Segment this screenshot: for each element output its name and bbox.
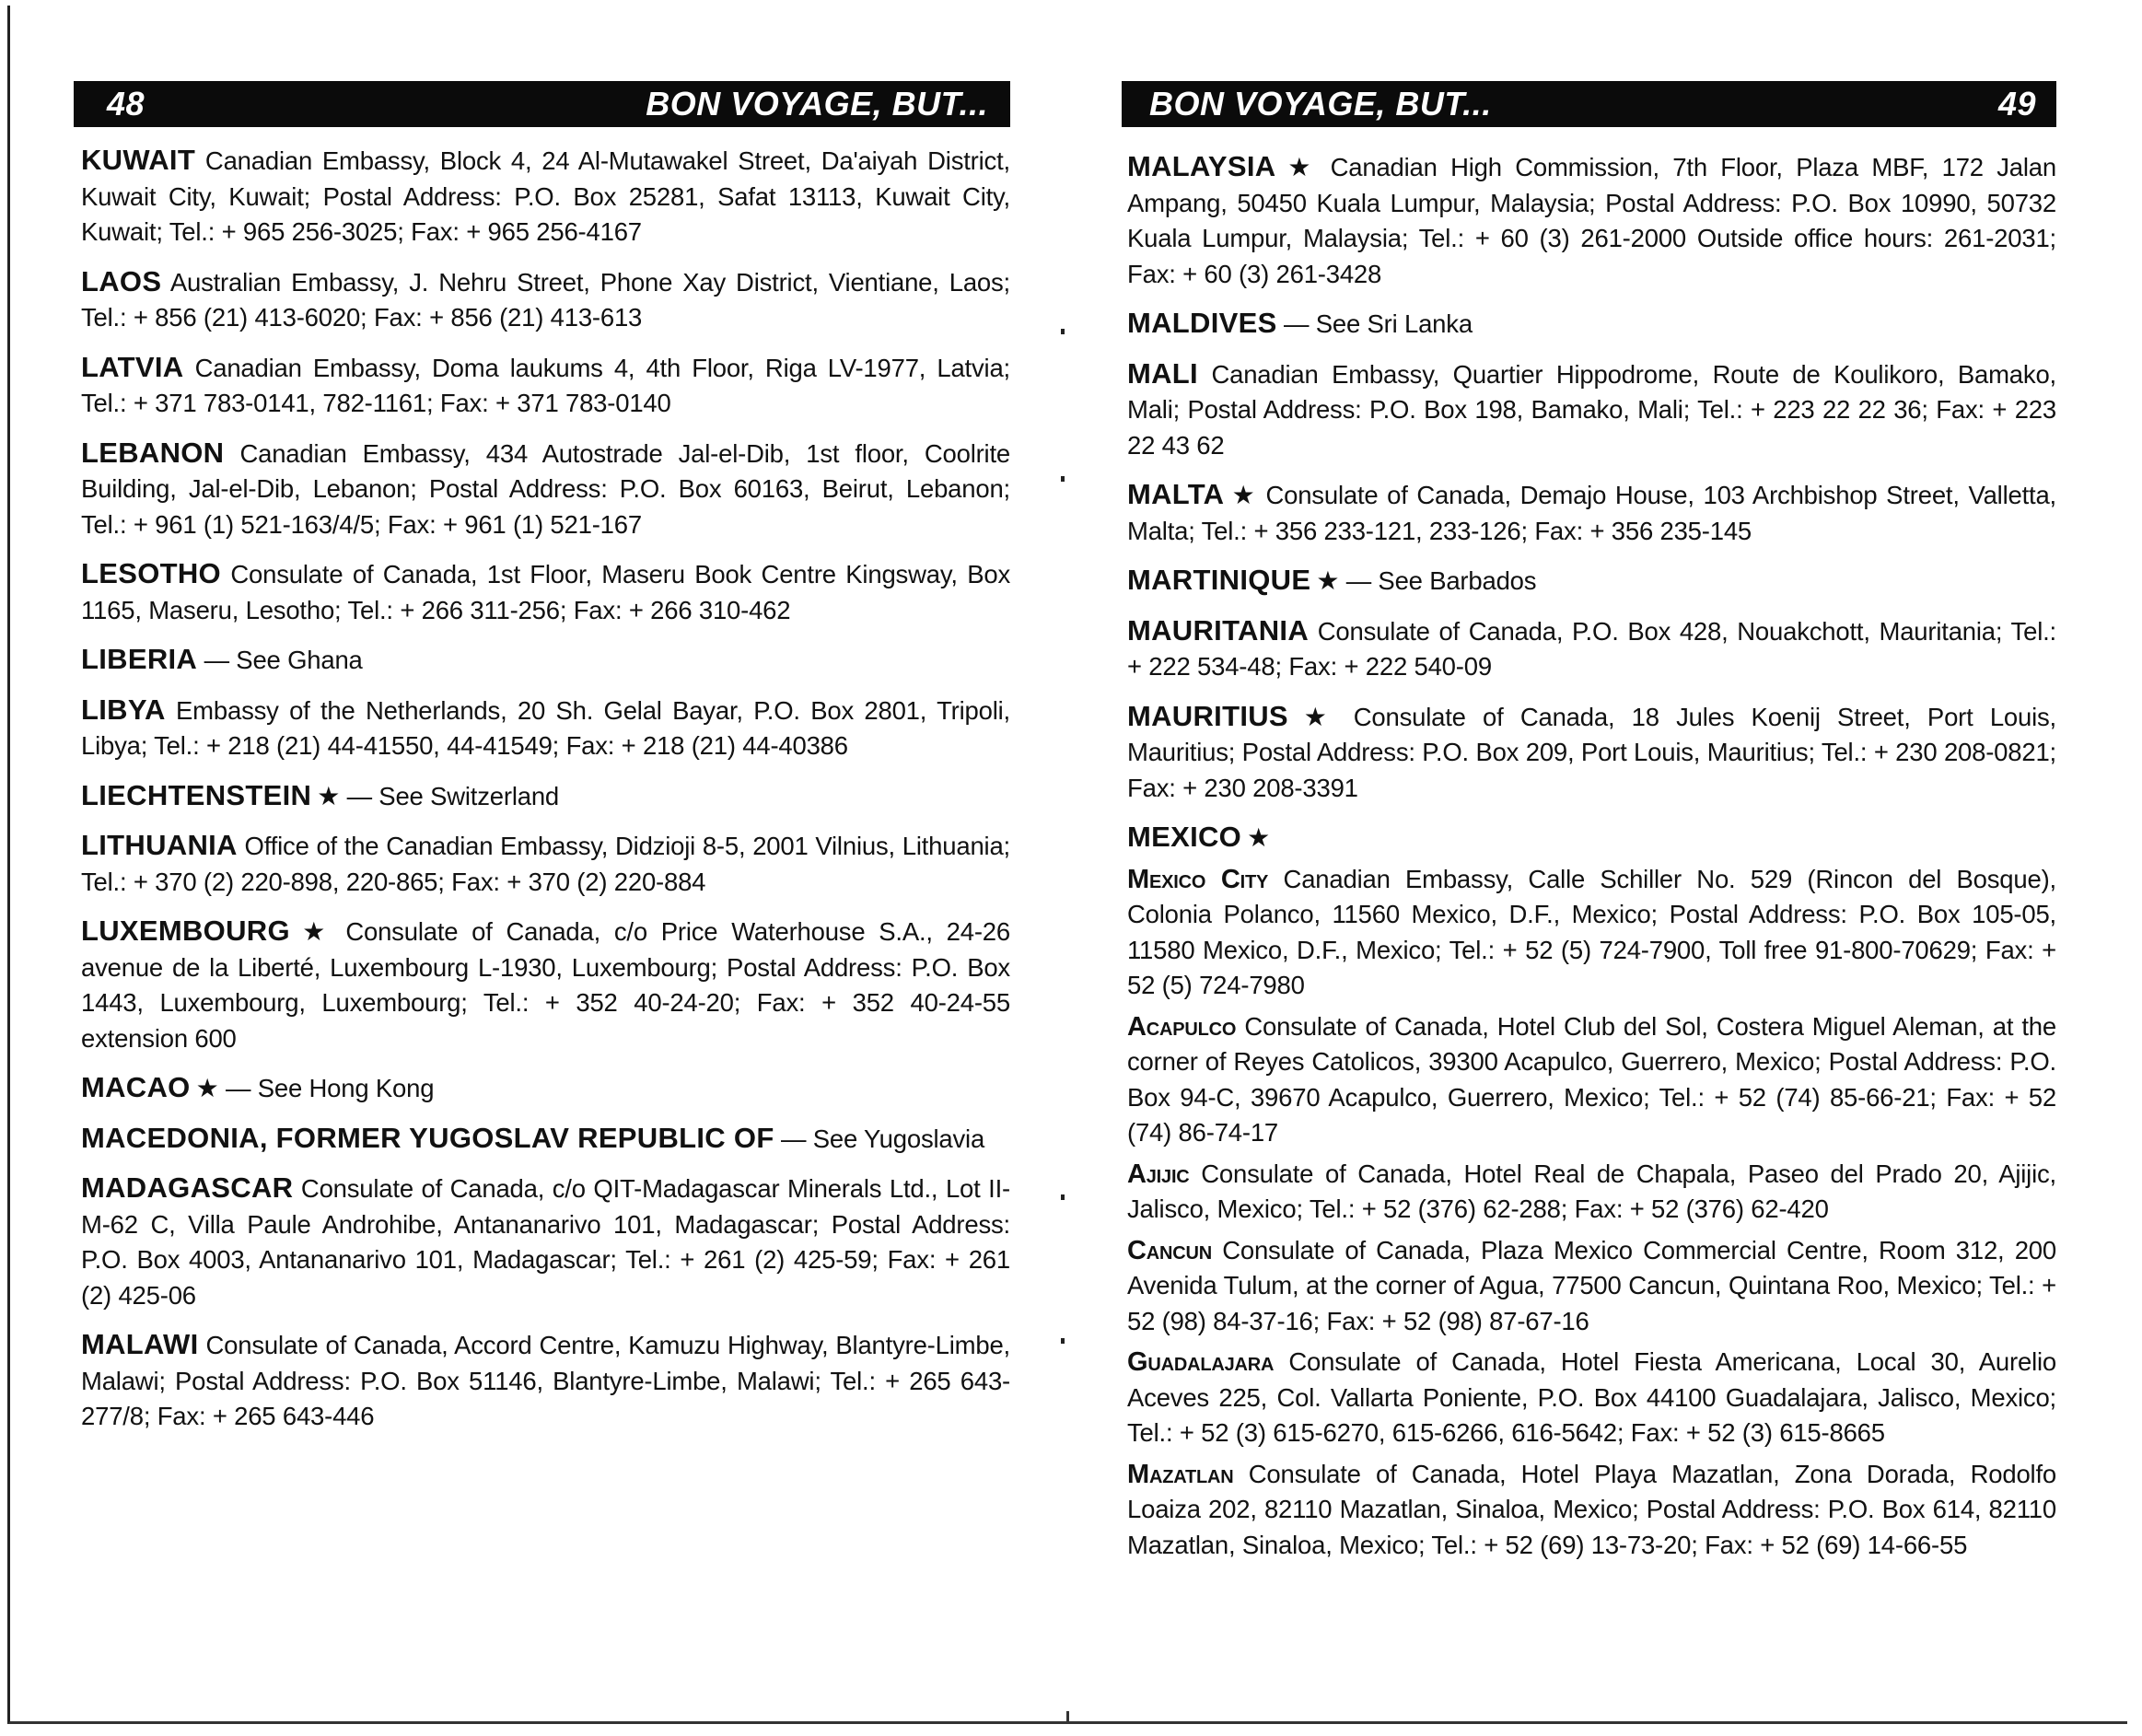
star-icon: ★: [195, 1074, 219, 1102]
city-entry: [1127, 1345, 2056, 1451]
country-entry: [81, 1171, 1010, 1313]
entry-list: [81, 143, 1010, 1449]
country-entry: [1127, 613, 2056, 685]
star-icon: ★: [1247, 823, 1270, 852]
entry-text: — See Hong Kong: [225, 1074, 435, 1102]
country-name: MADAGASCAR: [81, 1171, 294, 1204]
city-entry: [1127, 1157, 2056, 1228]
entry-text: Canadian Embassy, Quartier Hippodrome, Route de Koulikoro, Bamako, Mali; Postal Address: P.O. Box 198, Bamako, Mali; Tel.: + 223 22 22 36; Fax: + 223 22 43 62: [1127, 359, 2056, 460]
country-name: MALI: [1127, 356, 1198, 390]
page-number: 48: [107, 85, 146, 122]
city-name: Guadalajara: [1127, 1347, 1275, 1377]
star-icon: ★: [1281, 153, 1318, 181]
entry-text: Canadian High Commission, 7th Floor, Plaza MBF, 172 Jalan Ampang, 50450 Kuala Lumpur, Malaysia; Postal Address: P.O. Box 10990, 50732 Kuala Lumpur, Malaysia; Tel.: + 60 (3) 261-2000 Outside office hours: 261-2031; Fax: + 60 (3) 261-3428: [1127, 153, 2056, 288]
country-entry: [81, 556, 1010, 628]
star-icon: ★: [1316, 566, 1340, 595]
country-entry: [81, 1327, 1010, 1435]
star-icon: ★: [1229, 481, 1257, 509]
city-name: Ajijic: [1127, 1159, 1190, 1189]
entry-text: Canadian Embassy, 434 Autostrade Jal-el-Dib, 1st floor, Coolrite Building, Jal-el-Dib, Lebanon; Postal Address: P.O. Box 60163, Beirut, Lebanon; Tel.: + 961 (1) 521-163/4/5; Fax: + 961 (1) 521-167: [81, 438, 1011, 539]
country-name: LIBERIA: [81, 643, 198, 675]
entry-text: Consulate of Canada, Hotel Club del Sol, Costera Miguel Aleman, at the corner of Reyes Catolicos, 39300 Acapulco, Guerrero, Mexico; Postal Address: P.O. Box 94-C, 39670 Acapulco, Guerrero, Mexico; Tel.: + 52 (74) 85-66-21; Fax: + 52 (74) 86-74-17: [1127, 1011, 2056, 1147]
entry-text: Consulate of Canada, 1st Floor, Maseru Book Centre Kingsway, Box 1165, Maseru, Lesotho; Tel.: + 266 311-256; Fax: + 266 310-462: [81, 560, 1010, 624]
country-name: MALTA: [1127, 478, 1225, 510]
entry-text: Consulate of Canada, Hotel Real de Chapala, Paseo del Prado 20, Ajijic, Jalisco, Mexico; Tel.: + 52 (376) 62-288; Fax: + 52 (376) 62-420: [1127, 1159, 2056, 1223]
running-head-title: BON VOYAGE, BUT...: [646, 85, 988, 122]
country-entry: [81, 914, 1010, 1056]
entry-text: Canadian Embassy, Block 4, 24 Al-Mutawakel Street, Da'aiyah District, Kuwait City, Kuwait; Postal Address: P.O. Box 25281, Safat 13113, Kuwait City, Kuwait; Tel.: + 965 256-3025; Fax: + 965 256-4167: [81, 146, 1010, 246]
running-header: [1122, 81, 2056, 127]
country-entry: [81, 264, 1010, 336]
entry-text: Consulate of Canada, Accord Centre, Kamuzu Highway, Blantyre-Limbe, Malawi; Postal Address: P.O. Box 51146, Blantyre-Limbe, Malawi; Tel.: + 265 643-277/8; Fax: + 265 643-446: [81, 1331, 1010, 1430]
country-entry: [1127, 563, 2056, 600]
entry-text: Consulate of Canada, c/o QIT-Madagascar Minerals Ltd., Lot II-M-62 C, Villa Paule Androhibe, Antananarivo 101, Madagascar; Postal Address: P.O. Box 4003, Antananarivo 101, Madagascar; Tel.: + 261 (2) 425-59; Fax: + 261 (2) 425-06: [81, 1174, 1010, 1310]
star-icon: ★: [1293, 702, 1337, 731]
entry-text: Consulate of Canada, P.O. Box 428, Nouakchott, Mauritania; Tel.: + 222 534-48; Fax: + 222 540-09: [1127, 616, 2056, 681]
country-entry: [1127, 356, 2056, 464]
city-name: Acapulco: [1127, 1011, 1237, 1042]
country-entry: [81, 778, 1010, 815]
country-name: LESOTHO: [81, 557, 221, 589]
margin-dot: [1061, 329, 1065, 334]
entry-text: Embassy of the Netherlands, 20 Sh. Gelal Bayar, P.O. Box 2801, Tripoli, Libya; Tel.: + 218 (21) 44-41550, 44-41549; Fax: + 218 (21) 44-40386: [81, 695, 1010, 760]
country-entry: [81, 436, 1010, 543]
city-name: Cancun: [1127, 1235, 1212, 1265]
entry-text: Consulate of Canada, c/o Price Waterhouse S.A., 24-26 avenue de la Liberté, Luxembourg L-1930, Luxembourg; Postal Address: P.O. Box 1443, Luxembourg, Luxembourg; Tel.: + 352 40-24-20; Fax: + 352 40-24-55 extension 600: [81, 917, 1010, 1053]
city-entry: [1127, 1233, 2056, 1340]
entry-text: Consulate of Canada, 18 Jules Koenij Street, Port Louis, Mauritius; Postal Address: P.O. Box 209, Port Louis, Mauritius; Tel.: + 230 208-0821; Fax: + 230 208-3391: [1127, 702, 2056, 802]
country-entry-mexico: [1127, 820, 2056, 856]
entry-text: Canadian Embassy, Doma laukums 4, 4th Floor, Riga LV-1977, Latvia; Tel.: + 371 783-0141, 782-1161; Fax: + 371 783-0140: [81, 353, 1010, 417]
country-name: MARTINIQUE: [1127, 564, 1311, 596]
entry-text: Office of the Canadian Embassy, Didzioji 8-5, 2001 Vilnius, Lithuania; Tel.: + 370 (2) 220-898, 220-865; Fax: + 370 (2) 220-884: [81, 832, 1010, 896]
running-header: [74, 81, 1010, 127]
entry-text: Canadian Embassy, Calle Schiller No. 529 (Rincon del Bosque), Colonia Polanco, 11560 Mexico, D.F., Mexico; Postal Address: P.O. Box 105-05, 11580 Mexico, D.F., Mexico; Tel.: + 52 (5) 724-7900, Toll free 91-800-70629; Fax: + 52 (5) 724-7980: [1127, 864, 2056, 999]
country-name: LIBYA: [81, 693, 166, 726]
country-name: LEBANON: [81, 436, 225, 469]
country-name: MALDIVES: [1127, 307, 1277, 339]
country-name: LUXEMBOURG: [81, 915, 290, 947]
country-name: LATVIA: [81, 350, 184, 383]
country-name: MAURITANIA: [1127, 613, 1310, 647]
entry-text: Consulate of Canada, Plaza Mexico Commercial Centre, Room 312, 200 Avenida Tulum, at the corner of Agua, 77500 Cancun, Quintana Roo, Mexico; Tel.: + 52 (98) 84-37-16; Fax: + 52 (98) 87-67-16: [1127, 1235, 2056, 1335]
country-entry: [81, 642, 1010, 679]
country-entry: [1127, 699, 2056, 807]
entry-text: Consulate of Canada, Hotel Fiesta Americana, Local 30, Aurelio Aceves 225, Col. Vallarta Poniente, P.O. Box 44100 Guadalajara, Jalisco, Mexico; Tel.: + 52 (3) 615-6270, 615-6266, 616-5642; Fax: + 52 (3) 615-8665: [1127, 1347, 2056, 1447]
country-name: MALAYSIA: [1127, 150, 1276, 182]
margin-dot: [1061, 1194, 1065, 1200]
entry-text: — See Sri Lanka: [1284, 309, 1473, 338]
country-name: MALAWI: [81, 1328, 199, 1360]
country-name: MACEDONIA, FORMER YUGOSLAV REPUBLIC OF: [81, 1121, 774, 1154]
entry-text: Consulate of Canada, Hotel Playa Mazatlan, Zona Dorada, Rodolfo Loaiza 202, 82110 Mazatlan, Sinaloa, Mexico; Postal Address: P.O. Box 614, 82110 Mazatlan, Sinaloa, Mexico; Tel.: + 52 (69) 13-73-20; Fax: + 52 (69) 14-66-55: [1127, 1459, 2056, 1559]
entry-text: Consulate of Canada, Demajo House, 103 Archbishop Street, Valletta, Malta; Tel.: + 356 233-121, 233-126; Fax: + 356 235-145: [1127, 481, 2056, 545]
country-entry: [1127, 477, 2056, 549]
city-entry: [1127, 862, 2056, 1004]
city-entry: [1127, 1457, 2056, 1564]
running-head-title: BON VOYAGE, BUT...: [1149, 85, 1492, 122]
country-name: KUWAIT: [81, 144, 196, 176]
star-icon: ★: [317, 781, 341, 810]
entry-text: — See Barbados: [1345, 566, 1537, 595]
gutter-mark: [1066, 1711, 1069, 1724]
page-number: 49: [1997, 85, 2036, 122]
country-name: LAOS: [81, 264, 162, 297]
margin-dot: [1061, 476, 1065, 482]
country-name: MACAO: [81, 1071, 191, 1103]
city-name: Mexico City: [1127, 864, 1269, 894]
left-page: [74, 0, 1010, 1736]
country-name: MEXICO: [1127, 821, 1242, 853]
entry-text: Australian Embassy, J. Nehru Street, Phone Xay District, Vientiane, Laos; Tel.: + 856 (21) 413-6020; Fax: + 856 (21) 413-613: [81, 267, 1010, 332]
entry-text: — See Yugoslavia: [781, 1124, 985, 1153]
margin-dot: [1061, 1338, 1065, 1344]
city-entry: [1127, 1009, 2056, 1151]
country-name: MAURITIUS: [1127, 699, 1288, 732]
country-entry: [81, 828, 1010, 900]
country-entry: [81, 693, 1010, 764]
star-icon: ★: [295, 917, 332, 946]
country-entry: [1127, 306, 2056, 343]
country-entry: [1127, 149, 2056, 292]
city-name: Mazatlan: [1127, 1459, 1234, 1489]
country-entry: [81, 1121, 1010, 1158]
country-name: LIECHTENSTEIN: [81, 778, 312, 811]
right-page: [1122, 0, 2056, 1736]
entry-text: — See Ghana: [204, 646, 363, 674]
country-entry: [81, 143, 1010, 250]
entry-list: [1127, 149, 2056, 1568]
country-entry: [81, 350, 1010, 422]
country-name: LITHUANIA: [81, 829, 238, 861]
country-entry: [81, 1070, 1010, 1107]
entry-text: — See Switzerland: [346, 781, 560, 810]
